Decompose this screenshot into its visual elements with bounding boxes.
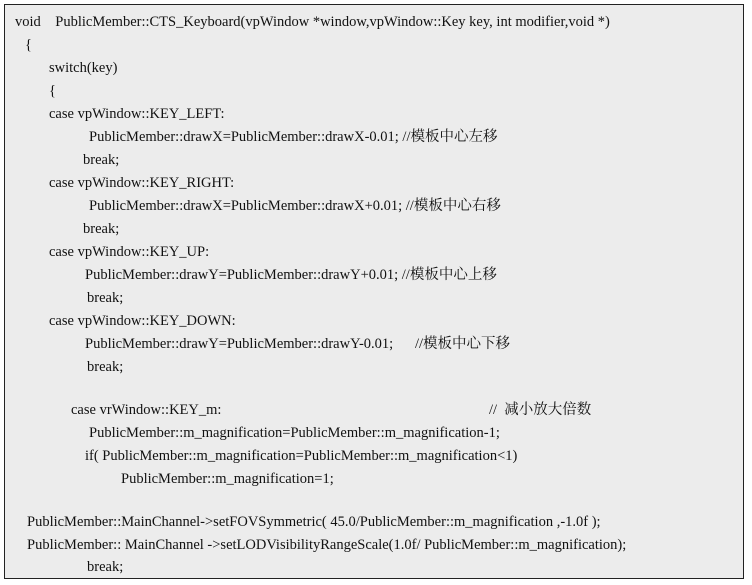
code-line-case-right: case vpWindow::KEY_RIGHT:	[49, 175, 235, 191]
code-line-draw-y-plus: PublicMember::drawY=PublicMember::drawY+0.01; //模板中心上移	[85, 267, 497, 283]
code-line-switch-brace: {	[49, 83, 56, 99]
code-line-break: break;	[87, 359, 124, 375]
code-line-break: break;	[83, 152, 120, 168]
code-line-if-magnification: if( PublicMember::m_magnification=PublicMember::m_magnification<1)	[85, 448, 518, 464]
code-line-case-down: case vpWindow::KEY_DOWN:	[49, 313, 236, 329]
code-listing	[4, 4, 744, 579]
code-line-break: break;	[87, 559, 124, 575]
code-line-comment-magnify: // 减小放大倍数	[489, 402, 592, 418]
code-line-break: break;	[83, 221, 120, 237]
code-line-case-left: case vpWindow::KEY_LEFT:	[49, 106, 225, 122]
code-line-magnification-reset: PublicMember::m_magnification=1;	[121, 471, 334, 487]
code-line-break: break;	[87, 290, 124, 306]
code-line-open-brace: {	[25, 37, 32, 53]
code-line-case-up: case vpWindow::KEY_UP:	[49, 244, 210, 260]
code-line-set-lod: PublicMember:: MainChannel ->setLODVisibilityRangeScale(1.0f/ PublicMember::m_magnification);	[27, 537, 627, 553]
code-line-set-fov: PublicMember::MainChannel->setFOVSymmetric( 45.0/PublicMember::m_magnification ,-1.0f );	[27, 514, 601, 530]
code-line-case-m: case vrWindow::KEY_m:	[71, 402, 222, 418]
code-line-magnification-dec: PublicMember::m_magnification=PublicMember::m_magnification-1;	[89, 425, 500, 441]
code-line-draw-y-minus: PublicMember::drawY=PublicMember::drawY-0.01; //模板中心下移	[85, 336, 510, 352]
code-line-draw-x-plus: PublicMember::drawX=PublicMember::drawX+0.01; //模板中心右移	[89, 198, 501, 214]
code-line-draw-x-minus: PublicMember::drawX=PublicMember::drawX-0.01; //模板中心左移	[89, 129, 498, 145]
code-line-switch: switch(key)	[49, 60, 118, 76]
code-line-function-signature: void PublicMember::CTS_Keyboard(vpWindow *window,vpWindow::Key key, int modifier,void *)	[15, 14, 610, 30]
